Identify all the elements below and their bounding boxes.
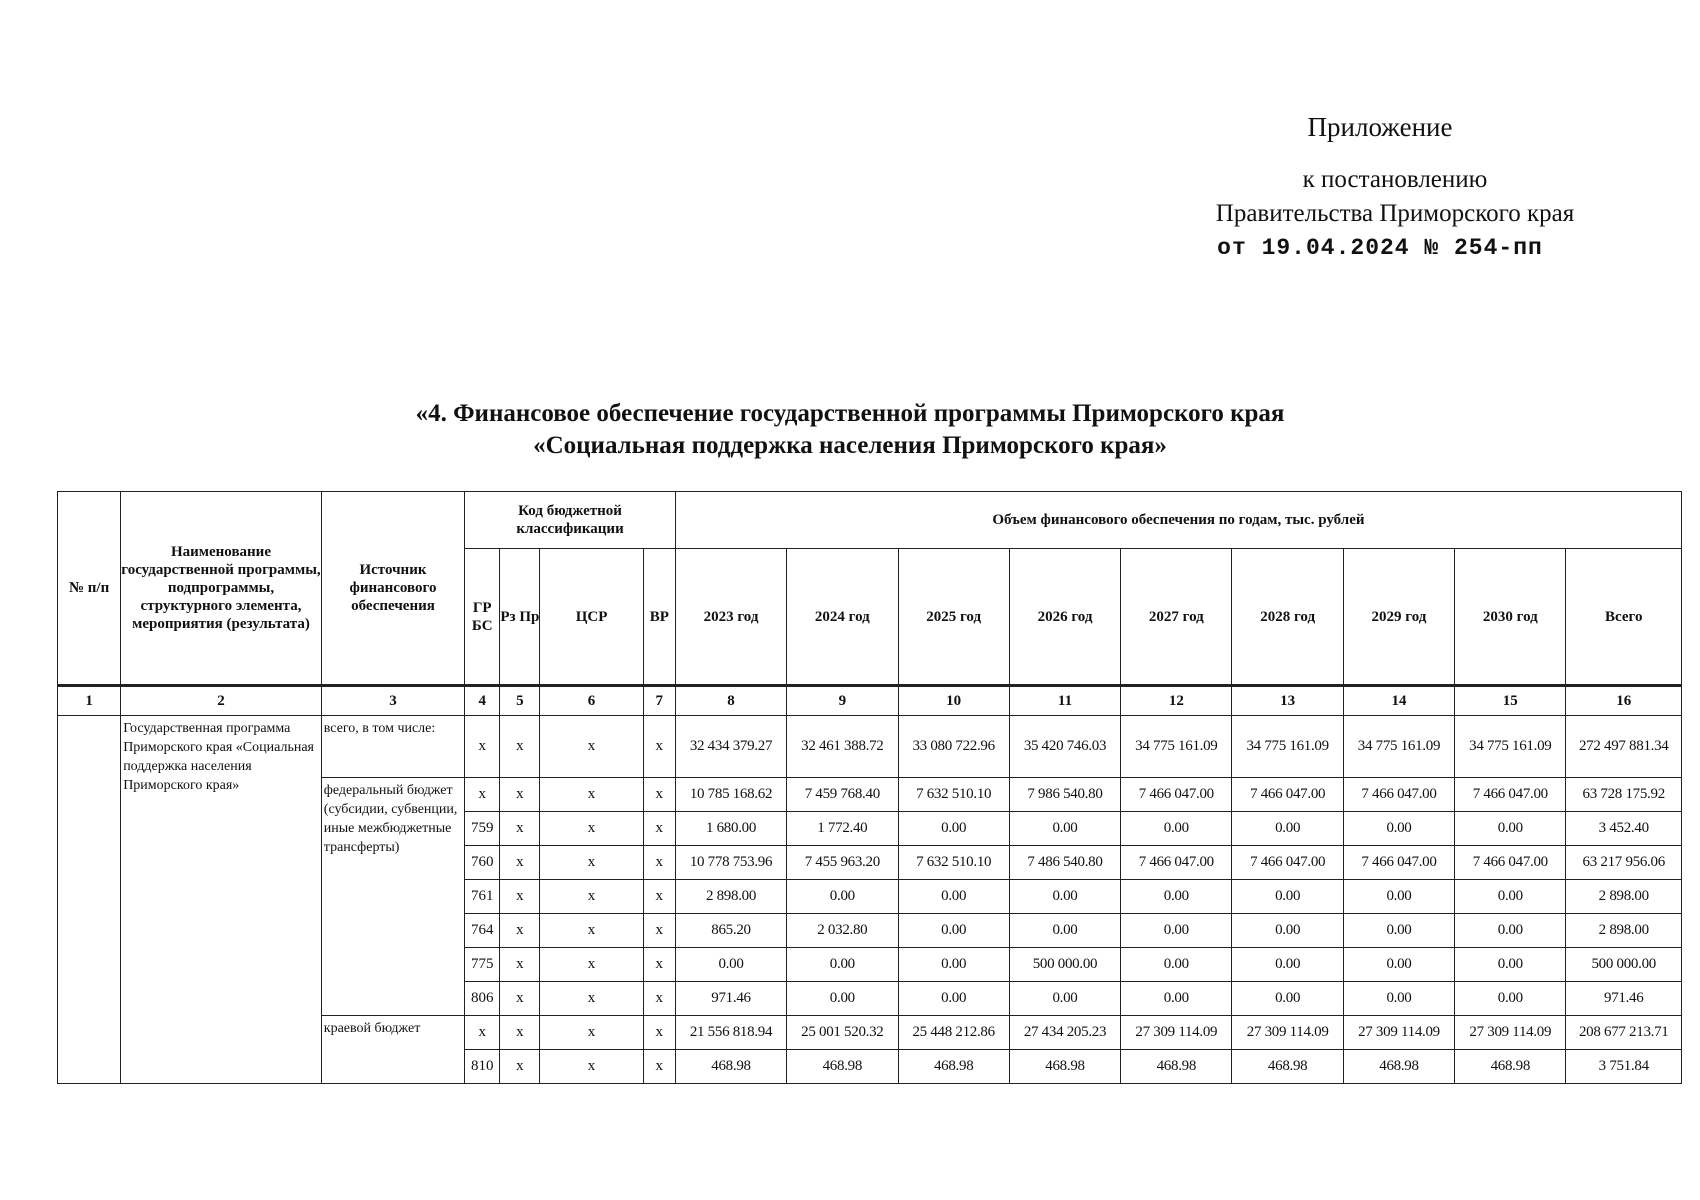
year-value-cell: 468.98 xyxy=(1009,1050,1120,1084)
row-number-cell xyxy=(58,716,121,1084)
index-cell: 15 xyxy=(1455,686,1566,716)
vr-cell: x xyxy=(643,778,675,812)
total-value-cell: 3 751.84 xyxy=(1566,1050,1682,1084)
year-value-cell: 0.00 xyxy=(1343,914,1454,948)
source-total-cell: всего, в том числе: xyxy=(321,716,464,778)
header-volume: Объем финансового обеспечения по годам, тыс. рублей xyxy=(675,492,1681,549)
total-value-cell: 272 497 881.34 xyxy=(1566,716,1682,778)
index-cell: 13 xyxy=(1232,686,1343,716)
grbs-cell: 810 xyxy=(465,1050,500,1084)
grbs-cell: x xyxy=(465,716,500,778)
index-cell: 9 xyxy=(787,686,898,716)
rzpr-cell: x xyxy=(500,846,540,880)
year-value-cell: 34 775 161.09 xyxy=(1232,716,1343,778)
header-2025: 2025 год xyxy=(898,549,1009,686)
table-row xyxy=(58,716,1682,778)
year-value-cell: 7 632 510.10 xyxy=(898,846,1009,880)
year-value-cell: 7 466 047.00 xyxy=(1343,778,1454,812)
header-vr: ВР xyxy=(643,549,675,686)
appendix-authority: Правительства Приморского края xyxy=(1215,200,1575,227)
year-value-cell: 0.00 xyxy=(1343,880,1454,914)
rzpr-cell: x xyxy=(500,1050,540,1084)
year-value-cell: 0.00 xyxy=(898,812,1009,846)
year-value-cell: 7 986 540.80 xyxy=(1009,778,1120,812)
year-value-cell: 27 434 205.23 xyxy=(1009,1016,1120,1050)
grbs-cell: 764 xyxy=(465,914,500,948)
header-2029: 2029 год xyxy=(1343,549,1454,686)
year-value-cell: 0.00 xyxy=(1121,982,1232,1016)
program-name-cell: Государственная программа Приморского края «Социальная поддержка населения Приморского края» xyxy=(121,716,322,1084)
rzpr-cell: x xyxy=(500,948,540,982)
vr-cell: x xyxy=(643,982,675,1016)
year-value-cell: 7 466 047.00 xyxy=(1455,778,1566,812)
year-value-cell: 0.00 xyxy=(675,948,786,982)
year-value-cell: 0.00 xyxy=(1121,880,1232,914)
year-value-cell: 468.98 xyxy=(1455,1050,1566,1084)
header-grbs: ГР БС xyxy=(465,549,500,686)
rzpr-cell: x xyxy=(500,778,540,812)
header-num: № п/п xyxy=(58,492,121,686)
total-value-cell: 2 898.00 xyxy=(1566,914,1682,948)
year-value-cell: 27 309 114.09 xyxy=(1232,1016,1343,1050)
year-value-cell: 34 775 161.09 xyxy=(1343,716,1454,778)
vr-cell: x xyxy=(643,716,675,778)
vr-cell: x xyxy=(643,1016,675,1050)
year-value-cell: 21 556 818.94 xyxy=(675,1016,786,1050)
year-value-cell: 0.00 xyxy=(1343,948,1454,982)
index-cell: 12 xyxy=(1121,686,1232,716)
year-value-cell: 7 466 047.00 xyxy=(1232,778,1343,812)
year-value-cell: 468.98 xyxy=(1232,1050,1343,1084)
year-value-cell: 32 461 388.72 xyxy=(787,716,898,778)
header-total: Всего xyxy=(1566,549,1682,686)
index-cell: 16 xyxy=(1566,686,1682,716)
year-value-cell: 0.00 xyxy=(1232,812,1343,846)
grbs-cell: 806 xyxy=(465,982,500,1016)
document-title-line2: «Социальная поддержка населения Приморского края» xyxy=(533,432,1167,459)
year-value-cell: 10 778 753.96 xyxy=(675,846,786,880)
total-value-cell: 3 452.40 xyxy=(1566,812,1682,846)
year-value-cell: 0.00 xyxy=(898,880,1009,914)
rzpr-cell: x xyxy=(500,982,540,1016)
year-value-cell: 0.00 xyxy=(1121,914,1232,948)
year-value-cell: 0.00 xyxy=(1455,812,1566,846)
year-value-cell: 27 309 114.09 xyxy=(1455,1016,1566,1050)
year-value-cell: 7 459 768.40 xyxy=(787,778,898,812)
vr-cell: x xyxy=(643,812,675,846)
year-value-cell: 971.46 xyxy=(675,982,786,1016)
header-2028: 2028 год xyxy=(1232,549,1343,686)
vr-cell: x xyxy=(643,948,675,982)
grbs-cell: 775 xyxy=(465,948,500,982)
index-cell: 6 xyxy=(540,686,643,716)
year-value-cell: 27 309 114.09 xyxy=(1343,1016,1454,1050)
year-value-cell: 468.98 xyxy=(1343,1050,1454,1084)
rzpr-cell: x xyxy=(500,812,540,846)
grbs-cell: 759 xyxy=(465,812,500,846)
header-budget-code: Код бюджетной классификации xyxy=(465,492,676,549)
year-value-cell: 468.98 xyxy=(675,1050,786,1084)
index-cell: 2 xyxy=(121,686,322,716)
vr-cell: x xyxy=(643,1050,675,1084)
year-value-cell: 7 466 047.00 xyxy=(1232,846,1343,880)
year-value-cell: 0.00 xyxy=(1343,982,1454,1016)
grbs-cell: 761 xyxy=(465,880,500,914)
year-value-cell: 0.00 xyxy=(1232,948,1343,982)
year-value-cell: 0.00 xyxy=(1232,982,1343,1016)
header-rzpr: Рз Пр xyxy=(500,549,540,686)
year-value-cell: 7 466 047.00 xyxy=(1455,846,1566,880)
year-value-cell: 0.00 xyxy=(1009,914,1120,948)
document-title xyxy=(0,398,1700,462)
source-federal-cell: федеральный бюджет (субсидии, субвенции, иные межбюджетные трансферты) xyxy=(321,778,464,1016)
csr-cell: x xyxy=(540,880,643,914)
year-value-cell: 27 309 114.09 xyxy=(1121,1016,1232,1050)
year-value-cell: 0.00 xyxy=(787,982,898,1016)
year-value-cell: 0.00 xyxy=(898,914,1009,948)
total-value-cell: 208 677 213.71 xyxy=(1566,1016,1682,1050)
year-value-cell: 865.20 xyxy=(675,914,786,948)
index-cell: 4 xyxy=(465,686,500,716)
csr-cell: x xyxy=(540,778,643,812)
year-value-cell: 0.00 xyxy=(1009,982,1120,1016)
year-value-cell: 25 001 520.32 xyxy=(787,1016,898,1050)
rzpr-cell: x xyxy=(500,1016,540,1050)
year-value-cell: 0.00 xyxy=(1121,948,1232,982)
csr-cell: x xyxy=(540,948,643,982)
year-value-cell: 0.00 xyxy=(898,948,1009,982)
year-value-cell: 33 080 722.96 xyxy=(898,716,1009,778)
year-value-cell: 0.00 xyxy=(787,948,898,982)
year-value-cell: 7 466 047.00 xyxy=(1121,846,1232,880)
csr-cell: x xyxy=(540,1016,643,1050)
year-value-cell: 500 000.00 xyxy=(1009,948,1120,982)
year-value-cell: 468.98 xyxy=(787,1050,898,1084)
header-2024: 2024 год xyxy=(787,549,898,686)
header-2026: 2026 год xyxy=(1009,549,1120,686)
rzpr-cell: x xyxy=(500,914,540,948)
year-value-cell: 0.00 xyxy=(1455,982,1566,1016)
csr-cell: x xyxy=(540,1050,643,1084)
year-value-cell: 0.00 xyxy=(1009,812,1120,846)
year-value-cell: 468.98 xyxy=(1121,1050,1232,1084)
year-value-cell: 7 486 540.80 xyxy=(1009,846,1120,880)
header-name: Наименование государственной программы, подпрограммы, структурного элемента, мероприятия (результата) xyxy=(121,492,322,686)
index-cell: 10 xyxy=(898,686,1009,716)
year-value-cell: 0.00 xyxy=(1232,880,1343,914)
header-2027: 2027 год xyxy=(1121,549,1232,686)
year-value-cell: 0.00 xyxy=(1121,812,1232,846)
total-value-cell: 63 217 956.06 xyxy=(1566,846,1682,880)
appendix-title: Приложение xyxy=(1307,112,1453,142)
header-source: Источник финансового обеспечения xyxy=(321,492,464,686)
year-value-cell: 7 455 963.20 xyxy=(787,846,898,880)
csr-cell: x xyxy=(540,716,643,778)
index-cell: 8 xyxy=(675,686,786,716)
header-csr: ЦСР xyxy=(540,549,643,686)
csr-cell: x xyxy=(540,914,643,948)
csr-cell: x xyxy=(540,846,643,880)
vr-cell: x xyxy=(643,914,675,948)
column-index-row xyxy=(58,686,1682,716)
rzpr-cell: x xyxy=(500,880,540,914)
index-cell: 11 xyxy=(1009,686,1120,716)
rzpr-cell: x xyxy=(500,716,540,778)
year-value-cell: 25 448 212.86 xyxy=(898,1016,1009,1050)
vr-cell: x xyxy=(643,880,675,914)
index-cell: 3 xyxy=(321,686,464,716)
appendix-date-number: от 19.04.2024 № 254-пп xyxy=(1217,235,1543,261)
csr-cell: x xyxy=(540,982,643,1016)
document-title-line1: «4. Финансовое обеспечение государственной программы Приморского края xyxy=(415,400,1285,427)
year-value-cell: 35 420 746.03 xyxy=(1009,716,1120,778)
total-value-cell: 971.46 xyxy=(1566,982,1682,1016)
year-value-cell: 1 772.40 xyxy=(787,812,898,846)
year-value-cell: 0.00 xyxy=(1343,812,1454,846)
source-regional-cell: краевой бюджет xyxy=(321,1016,464,1084)
year-value-cell: 34 775 161.09 xyxy=(1455,716,1566,778)
csr-cell: x xyxy=(540,812,643,846)
vr-cell: x xyxy=(643,846,675,880)
index-cell: 14 xyxy=(1343,686,1454,716)
total-value-cell: 2 898.00 xyxy=(1566,880,1682,914)
total-value-cell: 63 728 175.92 xyxy=(1566,778,1682,812)
year-value-cell: 7 466 047.00 xyxy=(1121,778,1232,812)
grbs-cell: x xyxy=(465,1016,500,1050)
year-value-cell: 1 680.00 xyxy=(675,812,786,846)
year-value-cell: 2 898.00 xyxy=(675,880,786,914)
year-value-cell: 0.00 xyxy=(1455,914,1566,948)
year-value-cell: 0.00 xyxy=(787,880,898,914)
year-value-cell: 34 775 161.09 xyxy=(1121,716,1232,778)
header-2030: 2030 год xyxy=(1455,549,1566,686)
year-value-cell: 32 434 379.27 xyxy=(675,716,786,778)
header-2023: 2023 год xyxy=(675,549,786,686)
appendix-ref: к постановлению xyxy=(1302,166,1488,193)
year-value-cell: 7 466 047.00 xyxy=(1343,846,1454,880)
grbs-cell: 760 xyxy=(465,846,500,880)
year-value-cell: 7 632 510.10 xyxy=(898,778,1009,812)
index-cell: 7 xyxy=(643,686,675,716)
total-value-cell: 500 000.00 xyxy=(1566,948,1682,982)
year-value-cell: 10 785 168.62 xyxy=(675,778,786,812)
year-value-cell: 0.00 xyxy=(1009,880,1120,914)
financing-table xyxy=(57,491,1682,1084)
grbs-cell: x xyxy=(465,778,500,812)
year-value-cell: 0.00 xyxy=(1455,880,1566,914)
year-value-cell: 0.00 xyxy=(898,982,1009,1016)
appendix-block xyxy=(1160,112,1600,261)
year-value-cell: 2 032.80 xyxy=(787,914,898,948)
year-value-cell: 468.98 xyxy=(898,1050,1009,1084)
year-value-cell: 0.00 xyxy=(1455,948,1566,982)
year-value-cell: 0.00 xyxy=(1232,914,1343,948)
index-cell: 5 xyxy=(500,686,540,716)
index-cell: 1 xyxy=(58,686,121,716)
